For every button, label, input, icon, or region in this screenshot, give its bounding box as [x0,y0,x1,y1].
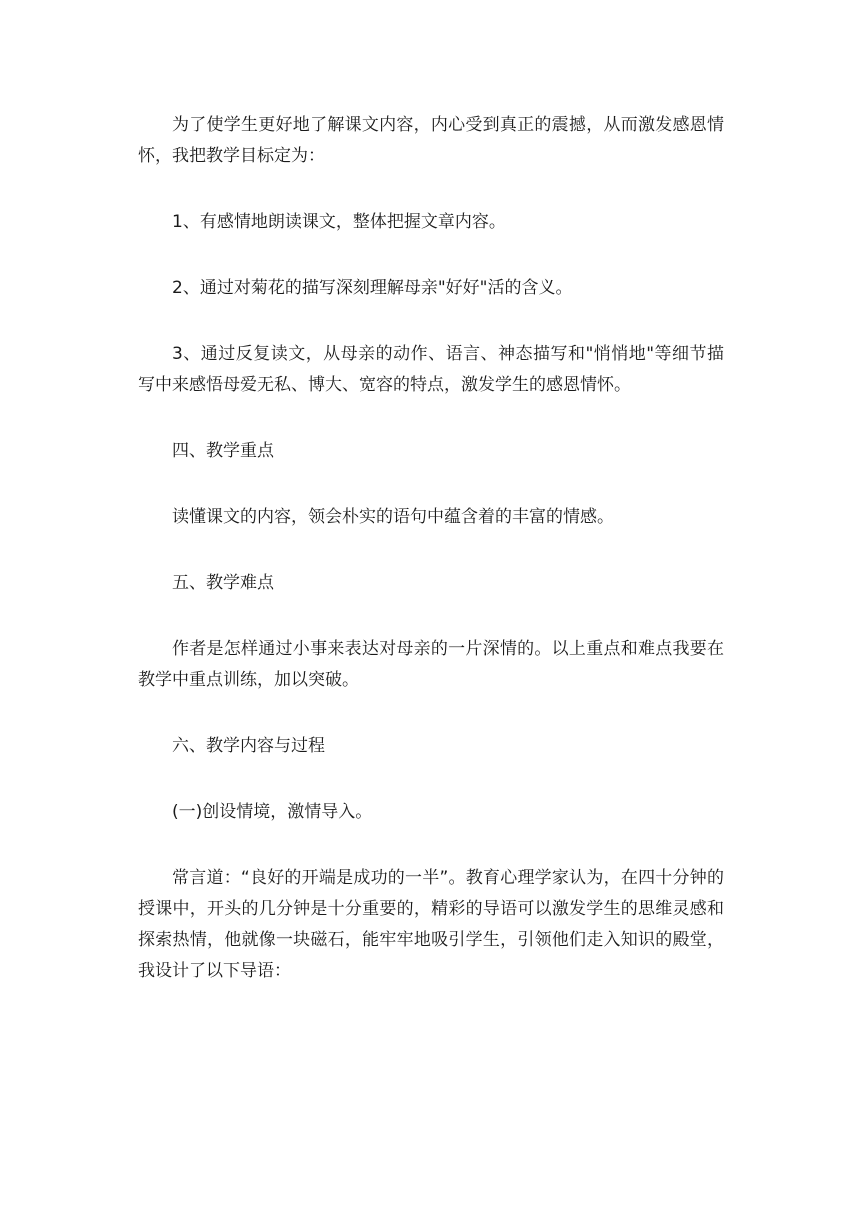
document-page [138,110,724,1022]
heading-key-points: 四、教学重点 [172,441,274,461]
paragraph-goal-3: 3、通过反复读文，从母亲的动作、语言、神态描写和"悄悄地"等细节描写中来感悟母爱无私、博大、宽容的特点，激发学生的感恩情怀。 [138,344,724,395]
paragraph-difficulties: 作者是怎样通过小事来表达对母亲的一片深情的。以上重点和难点我要在教学中重点训练，加以突破。 [138,639,724,690]
subheading-intro-scene: (一)创设情境，激情导入。 [172,802,373,822]
paragraph-key-points: 读懂课文的内容，领会朴实的语句中蕴含着的丰富的情感。 [172,507,614,527]
paragraph-intro-scene: 常言道：“良好的开端是成功的一半”。教育心理学家认为，在四十分钟的授课中，开头的几分钟是十分重要的，精彩的导语可以激发学生的思维灵感和探索热情，他就像一块磁石，能牢牢地吸引学生，引领他们走入知识的殿堂，我设计了以下导语： [138,868,724,981]
heading-difficulties: 五、教学难点 [172,573,274,593]
paragraph-teaching-goal-intro: 为了使学生更好地了解课文内容，内心受到真正的震撼，从而激发感恩情怀，我把教学目标定为： [138,115,724,166]
paragraph-goal-2: 2、通过对菊花的描写深刻理解母亲"好好"活的含义。 [172,278,573,298]
paragraph-goal-1: 1、有感情地朗读课文，整体把握文章内容。 [172,212,506,232]
heading-content-process: 六、教学内容与过程 [172,736,325,756]
